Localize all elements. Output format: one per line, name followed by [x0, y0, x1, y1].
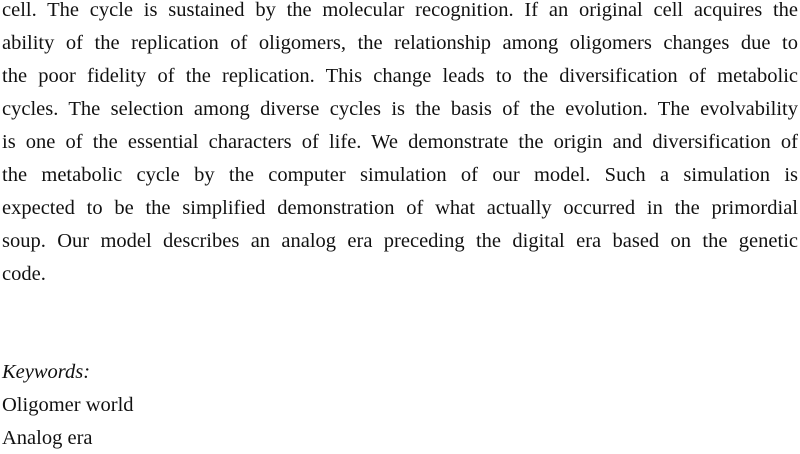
- abstract-line: the poor fidelity of the replication. This change leads to the diversification of metabolic: [2, 65, 798, 87]
- abstract-line: cell. The cycle is sustained by the molecular recognition. If an original cell acquires the: [2, 0, 798, 21]
- abstract-line: code.: [2, 263, 46, 285]
- abstract-line: soup. Our model describes an analog era preceding the digital era based on the genetic: [2, 230, 798, 252]
- keyword-item: Oligomer world: [2, 394, 134, 416]
- abstract-line: is one of the essential characters of life. We demonstrate the origin and diversification of: [2, 131, 798, 153]
- abstract-line: the metabolic cycle by the computer simulation of our model. Such a simulation is: [2, 164, 798, 186]
- keyword-item: Analog era: [2, 427, 93, 449]
- abstract-line: cycles. The selection among diverse cycles is the basis of the evolution. The evolvability: [2, 98, 798, 120]
- abstract-line: ability of the replication of oligomers, the relationship among oligomers changes due to: [2, 32, 798, 54]
- keywords-heading: Keywords:: [2, 361, 91, 383]
- abstract-line: expected to be the simplified demonstration of what actually occurred in the primordial: [2, 197, 798, 219]
